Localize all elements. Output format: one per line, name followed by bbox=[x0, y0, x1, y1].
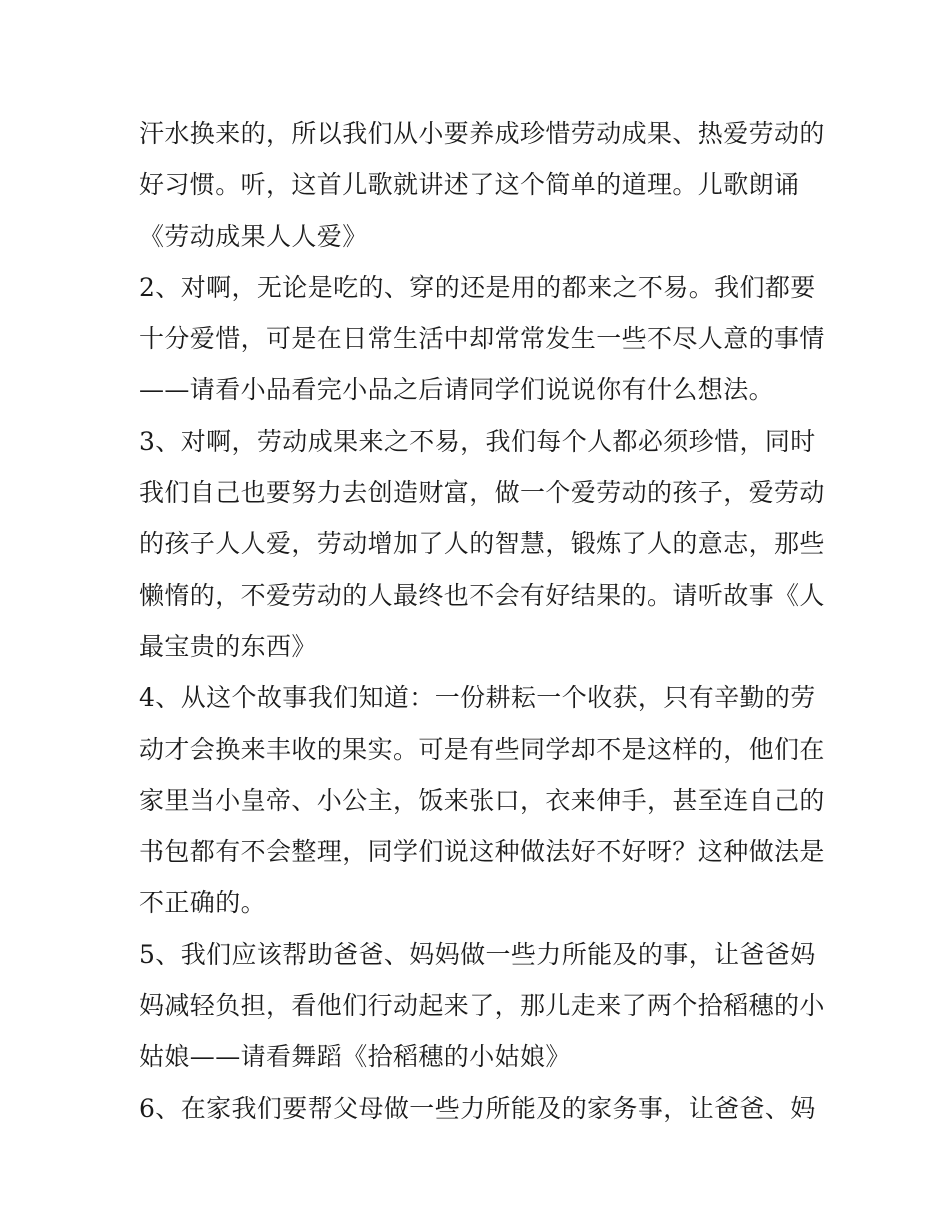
text-line: 书包都有不会整理，同学们说这种做法好不好呀？这种做法是 bbox=[139, 837, 825, 867]
text-line: 我们自己也要努力去创造财富，做一个爱劳动的孩子，爱劳动 bbox=[139, 478, 825, 508]
document-body bbox=[139, 108, 825, 1134]
text-line: 懒惰的，不爱劳动的人最终也不会有好结果的。请听故事《人 bbox=[139, 580, 825, 610]
text-line: 十分爱惜，可是在日常生活中却常常发生一些不尽人意的事情 bbox=[139, 324, 825, 354]
text-line: ——请看小品看完小品之后请同学们说说你有什么想法。 bbox=[139, 375, 775, 405]
text-line: 汗水换来的，所以我们从小要养成珍惜劳动成果、热爱劳动的 bbox=[139, 119, 825, 148]
text-line: 6、在家我们要帮父母做一些力所能及的家务事，让爸爸、妈 bbox=[139, 1093, 816, 1123]
text-line: 家里当小皇帝、小公主，饭来张口，衣来伸手，甚至连自己的 bbox=[139, 785, 825, 815]
text-line: 《劳动成果人人爱》 bbox=[139, 221, 368, 251]
text-line: 2、对啊，无论是吃的、穿的还是用的都来之不易。我们都要 bbox=[139, 272, 816, 302]
text-line: 妈减轻负担，看他们行动起来了，那儿走来了两个拾稻穗的小 bbox=[139, 991, 825, 1021]
text-line: 4、从这个故事我们知道：一份耕耘一个收获，只有辛勤的劳 bbox=[139, 683, 816, 713]
text-line: 好习惯。听，这首儿歌就讲述了这个简单的道理。儿歌朗诵 bbox=[139, 170, 800, 200]
text-line: 的孩子人人爱，劳动增加了人的智慧，锻炼了人的意志，那些 bbox=[139, 529, 825, 559]
text-line: 动才会换来丰收的果实。可是有些同学却不是这样的，他们在 bbox=[139, 734, 825, 764]
text-line: 最宝贵的东西》 bbox=[139, 631, 317, 661]
text-line: 姑娘——请看舞蹈《拾稻穗的小姑娘》 bbox=[139, 1042, 571, 1072]
text-line: 5、我们应该帮助爸爸、妈妈做一些力所能及的事，让爸爸妈 bbox=[139, 939, 816, 969]
text-line: 3、对啊，劳动成果来之不易，我们每个人都必须珍惜，同时 bbox=[139, 426, 816, 456]
text-line: 不正确的。 bbox=[139, 888, 267, 918]
